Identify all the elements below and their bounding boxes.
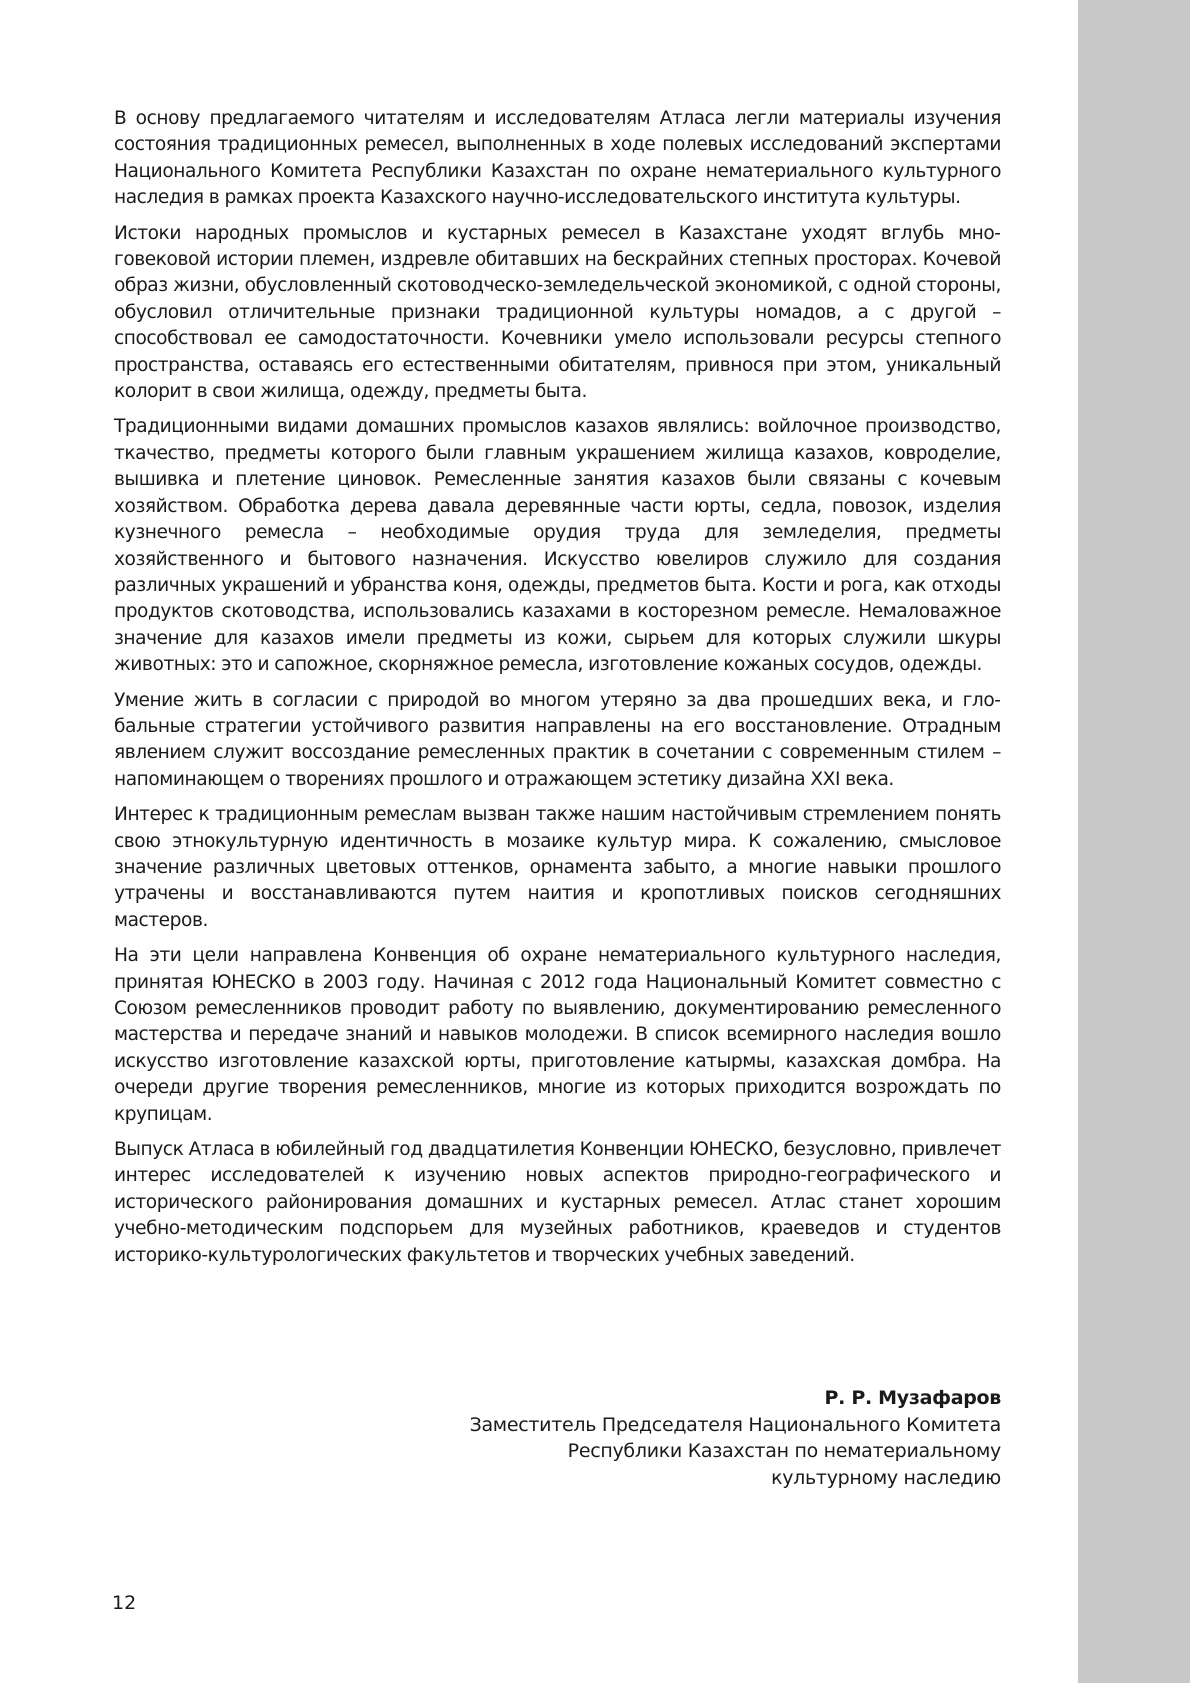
signatory-title-line-1: Заместитель Председателя Национального Комитета (469, 1413, 1001, 1436)
page-side-strip (1078, 0, 1190, 1683)
paragraph-4: Умение жить в согласии с природой во многом утеряно за два прошедших века, и глобальные стратегии устойчивого развития направлены на его восстановление. Отрадным явлением служит воссоздание ремесленных практик в сочетании с современным стилем – напоминающем о творениях прошлого и отражающем эстетику дизайна XXI века. (114, 689, 1001, 790)
body-text (114, 106, 1001, 1278)
paragraph-3: Традиционными видами домашних промыслов казахов являлись: войлочное производство, ткачество, предметы которого были главным украшением жилища казахов, ковроделие, вышивка и плетение циновок. Ремесленные занятия казахов были связаны с кочевым хозяйством. Обработка дерева давала деревянные части юрты, седла, повозок, изделия кузнечного ремесла – необходимые орудия труда для земледелия, предметы хозяйственного и бытового назначения. Искусство ювелиров служило для создания различных украшений и убранства коня, одежды, предметов быта. Кости и рога, как отходы продуктов скотоводства, использовались казахами в косторезном ремесле. Немаловажное значение для казахов имели предметы из кожи, сырьем для которых служили шкуры животных: это и сапожное, скорняжное ремесла, изготовление кожаных сосудов, одежды. (114, 416, 1001, 676)
signature-block (470, 1385, 1001, 1491)
signatory-title-line-3: культурному наследию (771, 1466, 1001, 1489)
paragraph-6: На эти цели направлена Конвенция об охране нематериального культурного наследия, принятая ЮНЕСКО в 2003 году. Начиная с 2012 года Национальный Комитет совместно с Союзом ремесленников проводит работу по выявлению, документированию ремесленного мастерства и передаче знаний и навыков молодежи. В список всемирного наследия вошло искусство изготовление казахской юрты, приготовление катырмы, казахская домбра. На очереди другие творения ремесленников, многие из которых приходится возрождать по крупицам. (114, 945, 1001, 1125)
paragraph-2: Истоки народных промыслов и кустарных ремесел в Казахстане уходят вглубь многовековой истории племен, издревле обитавших на бескрайних степных просторах. Кочевой образ жизни, обусловленный скотоводческо-земледельческой экономикой, с одной стороны, обусловил отличительные признаки традиционной культуры номадов, а с другой – способствовал ее самодостаточности. Кочевники умело использовали ресурсы степного пространства, оставаясь его естественными обитателям, привнося при этом, уникальный колорит в свои жилища, одежду, предметы быта. (114, 222, 1001, 403)
paragraph-7: Выпуск Атласа в юбилейный год двадцатилетия Конвенции ЮНЕСКО, безусловно, привлечет интерес исследователей к изучению новых аспектов природно-географического и исторического районирования домашних и кустарных ремесел. Атлас станет хорошим учебно-методическим подспорьем для музейных работников, краеведов и студентов историко-культурологических факультетов и творческих учебных заведений. (114, 1139, 1001, 1266)
paragraph-5: Интерес к традиционным ремеслам вызван также нашим настойчивым стремлением понять свою этнокультурную идентичность в мозаике культур мира. К сожалению, смысловое значение различных цветовых оттенков, орнамента забыто, а многие навыки прошлого утрачены и восстанавливаются путем наития и кропотливых поисков сегодняшних мастеров. (114, 804, 1001, 931)
paragraph-1: В основу предлагаемого читателям и исследователям Атласа легли материалы изучения состояния традиционных ремесел, выполненных в ходе полевых исследований экспертами Национального Комитета Республики Казахстан по охране нематериального культурного наследия в рамках проекта Казахского научно-исследовательского института культуры. (114, 108, 1001, 209)
signatory-title-line-2: Республики Казахстан по нематериальному (567, 1440, 1001, 1462)
page-number: 12 (112, 1592, 137, 1614)
signatory-name: Р. Р. Музафаров (824, 1387, 1001, 1409)
